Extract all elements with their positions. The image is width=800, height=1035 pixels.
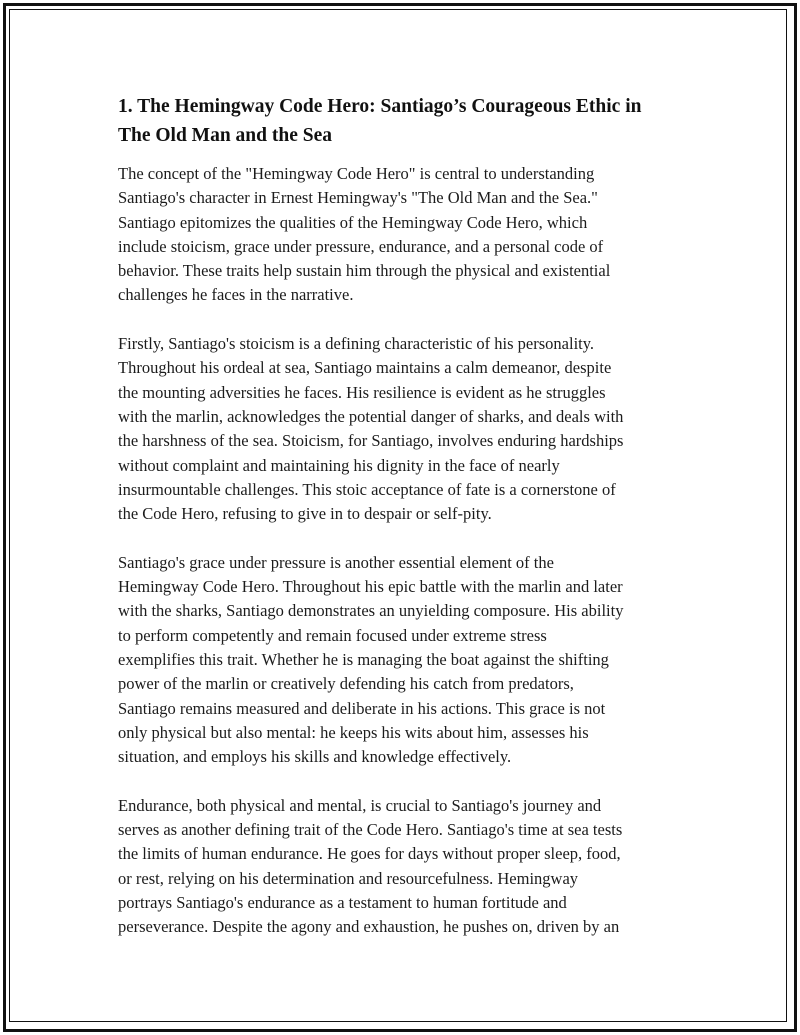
paragraph-line: the Code Hero, refusing to give in to despair or self-pity.	[118, 504, 492, 524]
paragraph-line: portrays Santiago's endurance as a testament to human fortitude and	[118, 892, 567, 912]
paragraph-line: Santiago's grace under pressure is another essential element of the	[118, 552, 554, 572]
paragraph-line: behavior. These traits help sustain him through the physical and existential	[118, 261, 611, 281]
paragraph-line: the mounting adversities he faces. His resilience is evident as he struggles	[118, 382, 606, 402]
paragraph-line: Santiago remains measured and deliberate in his actions. This grace is not	[118, 698, 606, 718]
paragraph-line: Santiago's character in Ernest Hemingway's "The Old Man and the Sea."	[118, 188, 598, 208]
paragraph	[118, 162, 688, 308]
heading-line: 1. The Hemingway Code Hero: Santiago’s Courageous Ethic in	[118, 96, 642, 117]
paragraph-line: power of the marlin or creatively defending his catch from predators,	[118, 674, 574, 694]
paragraph-line: challenges he faces in the narrative.	[118, 285, 354, 305]
paragraph-line: the harshness of the sea. Stoicism, for Santiago, involves enduring hardships	[118, 431, 624, 451]
section-heading	[118, 92, 688, 150]
paragraph	[118, 332, 688, 526]
paragraph-line: include stoicism, grace under pressure, endurance, and a personal code of	[118, 236, 604, 256]
paragraph-line: with the sharks, Santiago demonstrates an unyielding composure. His ability	[118, 601, 624, 621]
paragraph-line: to perform competently and remain focused under extreme stress	[118, 625, 547, 645]
paragraph-line: Endurance, both physical and mental, is crucial to Santiago's journey and	[118, 795, 602, 815]
paragraph-line: only physical but also mental: he keeps his wits about him, assesses his	[118, 722, 589, 742]
paragraph-line: exemplifies this trait. Whether he is managing the boat against the shifting	[118, 649, 609, 669]
paragraphs-container	[118, 162, 688, 940]
paragraph-line: situation, and employs his skills and knowledge effectively.	[118, 747, 512, 767]
paragraph-line: Firstly, Santiago's stoicism is a defining characteristic of his personality.	[118, 334, 595, 354]
paragraph-line: Hemingway Code Hero. Throughout his epic battle with the marlin and later	[118, 577, 623, 597]
paragraph-line: with the marlin, acknowledges the potential danger of sharks, and deals with	[118, 406, 624, 426]
paragraph	[118, 551, 688, 770]
paragraph-line: insurmountable challenges. This stoic acceptance of fate is a cornerstone of	[118, 479, 616, 499]
paragraph-line: Santiago epitomizes the qualities of the Hemingway Code Hero, which	[118, 212, 588, 232]
paragraph	[118, 794, 688, 940]
document-body	[118, 92, 688, 964]
paragraph-line: The concept of the "Hemingway Code Hero" is central to understanding	[118, 164, 595, 183]
heading-line: The Old Man and the Sea	[118, 125, 332, 146]
paragraph-line: serves as another defining trait of the Code Hero. Santiago's time at sea tests	[118, 820, 623, 840]
paragraph-line: perseverance. Despite the agony and exhaustion, he pushes on, driven by an	[118, 917, 620, 937]
paragraph-line: without complaint and maintaining his dignity in the face of nearly	[118, 455, 560, 475]
paragraph-line: the limits of human endurance. He goes for days without proper sleep, food,	[118, 844, 621, 864]
paragraph-line: Throughout his ordeal at sea, Santiago maintains a calm demeanor, despite	[118, 358, 612, 378]
paragraph-line: or rest, relying on his determination and resourcefulness. Hemingway	[118, 868, 579, 888]
